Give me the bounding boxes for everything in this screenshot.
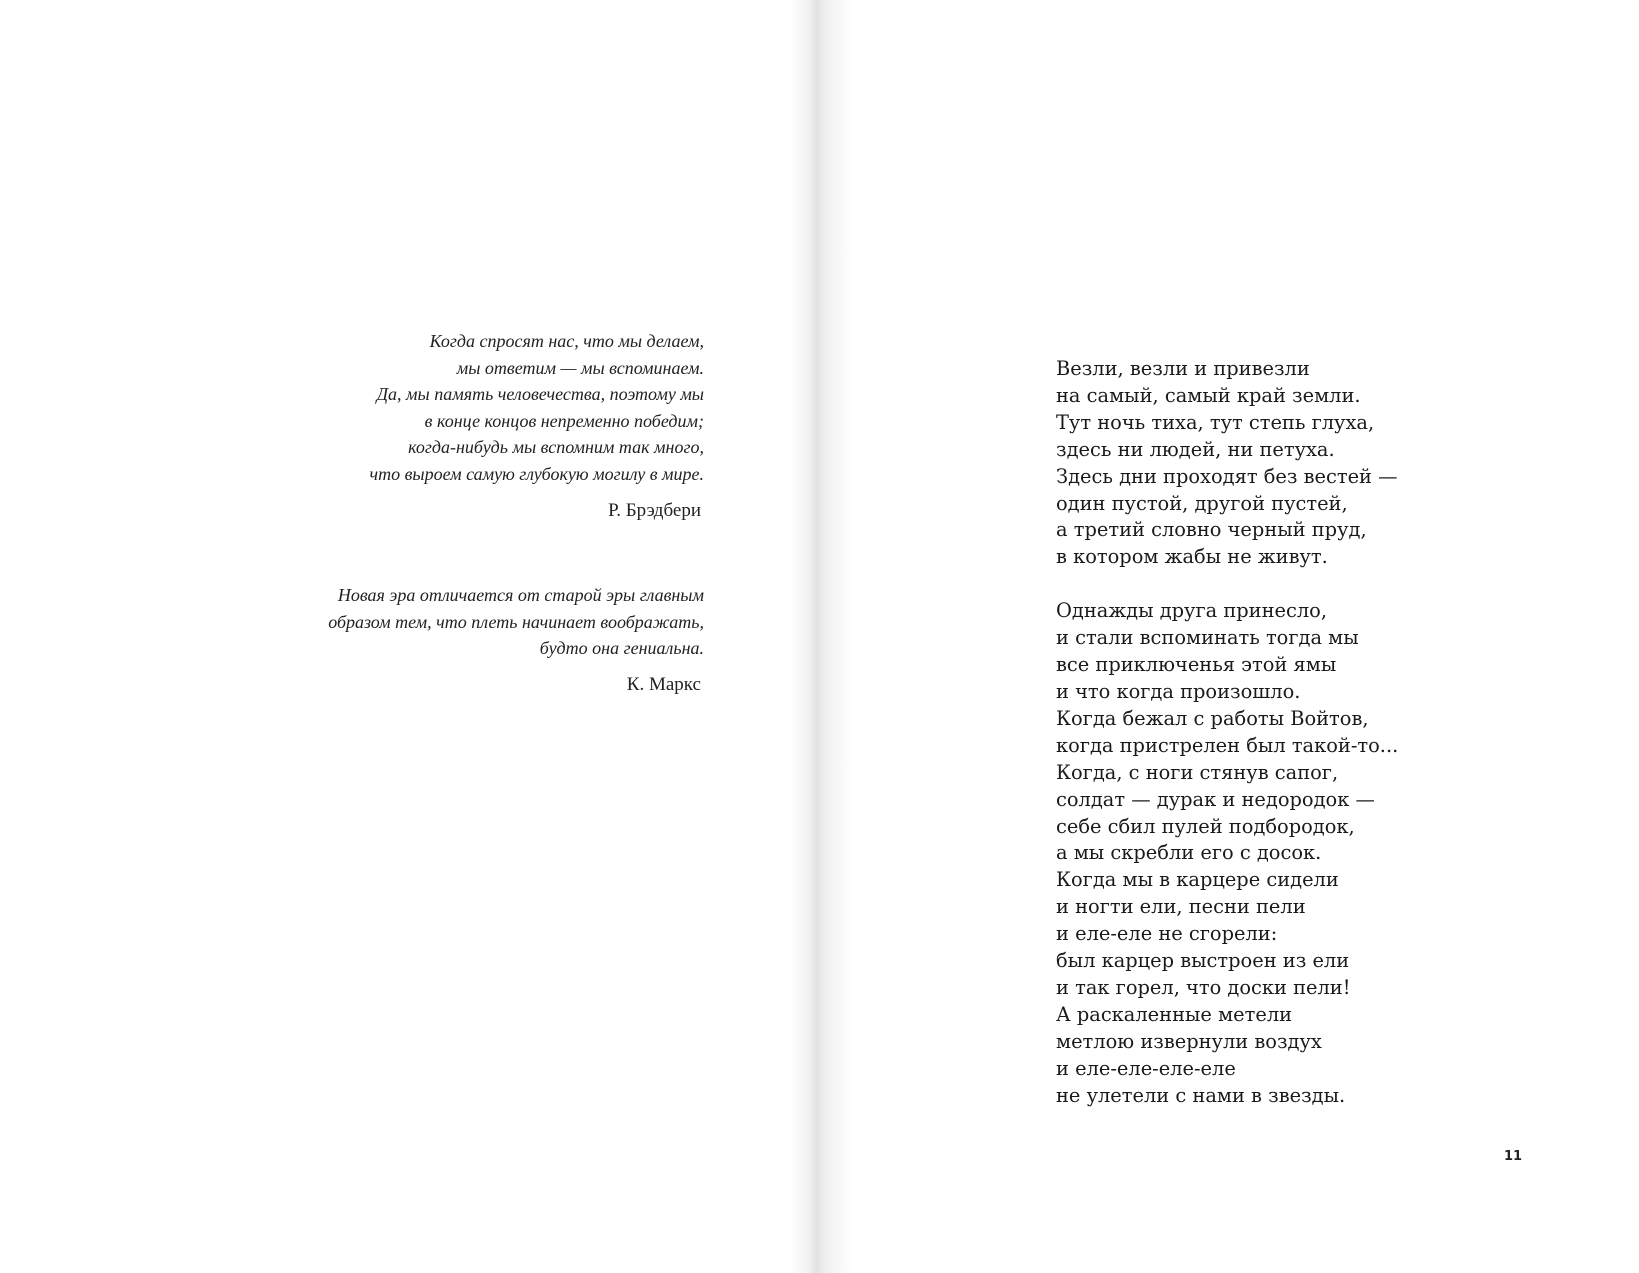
poem-line: в котором жабы не живут. — [1056, 545, 1328, 569]
poem-line: Однажды друга принесло, — [1056, 599, 1328, 623]
gutter-shadow-right — [818, 0, 852, 1273]
epigraph-line: будто она гениальна. — [539, 638, 704, 659]
epigraph-bradbury — [244, 328, 704, 523]
poem-line: и так горел, что доски пели! — [1056, 975, 1351, 999]
poem-line: был карцер выстроен из ели — [1056, 949, 1350, 973]
poem-line: и еле-еле-еле-еле — [1056, 1056, 1236, 1080]
poem-line: здесь ни людей, ни петуха. — [1056, 437, 1335, 461]
poem-line: и ногти ели, песни пели — [1056, 895, 1306, 919]
epigraph-line: Когда спросят нас, что мы делаем, — [429, 331, 704, 351]
gutter-shadow-left — [790, 0, 818, 1273]
poem-line: и стали вспоминать тогда мы — [1056, 626, 1359, 650]
page-number: 11 — [1504, 1149, 1523, 1164]
left-page — [0, 0, 818, 1273]
poem-line: Когда, с ноги стянув сапог, — [1056, 760, 1339, 784]
epigraph-line: образом тем, что плеть начинает воображать, — [328, 611, 704, 632]
epigraph-line: Новая эра отличается от старой эры главным — [337, 585, 704, 605]
epigraph-line: Да, мы память человечества, поэтому мы — [376, 384, 704, 405]
epigraph-line: когда-нибудь мы вспомним так много, — [408, 437, 704, 458]
poem-line: Когда мы в карцере сидели — [1056, 868, 1339, 892]
right-page — [818, 0, 1639, 1273]
poem-line: Везли, везли и привезли — [1056, 357, 1310, 380]
stanza — [1056, 356, 1576, 571]
poem-line: один пустой, другой пустей, — [1056, 491, 1348, 515]
epigraph-marx — [244, 582, 704, 697]
epigraph-line: мы ответим — мы вспоминаем. — [456, 357, 704, 378]
epigraph-author: К. Маркс — [626, 673, 701, 695]
epigraph-line: что выроем самую глубокую могилу в мире. — [369, 463, 704, 484]
poem-line: на самый, самый край земли. — [1056, 383, 1361, 407]
epigraph-author: Р. Брэдбери — [608, 499, 701, 521]
poem-line: а мы скребли его с досок. — [1056, 841, 1322, 865]
poem-line: себе сбил пулей подбородок, — [1056, 814, 1355, 838]
poem-line: когда пристрелен был такой-то... — [1056, 733, 1399, 757]
poem-line: не улетели с нами в звезды. — [1056, 1083, 1346, 1107]
poem — [1056, 356, 1576, 1136]
poem-line: солдат — дурак и недородок — — [1056, 787, 1375, 811]
poem-line: Здесь дни проходят без вестей — — [1056, 464, 1398, 488]
poem-line: а третий словно черный пруд, — [1056, 518, 1367, 542]
poem-line: все приключенья этой ямы — [1056, 653, 1337, 677]
poem-line: и что когда произошло. — [1056, 679, 1301, 703]
epigraph-line: в конце концов непременно победим; — [424, 410, 704, 431]
poem-line: метлою извернули воздух — [1056, 1029, 1322, 1053]
poem-line: Когда бежал с работы Войтов, — [1056, 706, 1369, 730]
poem-line: и еле-еле не сгорели: — [1056, 922, 1278, 946]
poem-line: Тут ночь тиха, тут степь глуха, — [1056, 410, 1375, 434]
stanza — [1056, 598, 1576, 1109]
poem-line: А раскаленные метели — [1056, 1002, 1293, 1026]
